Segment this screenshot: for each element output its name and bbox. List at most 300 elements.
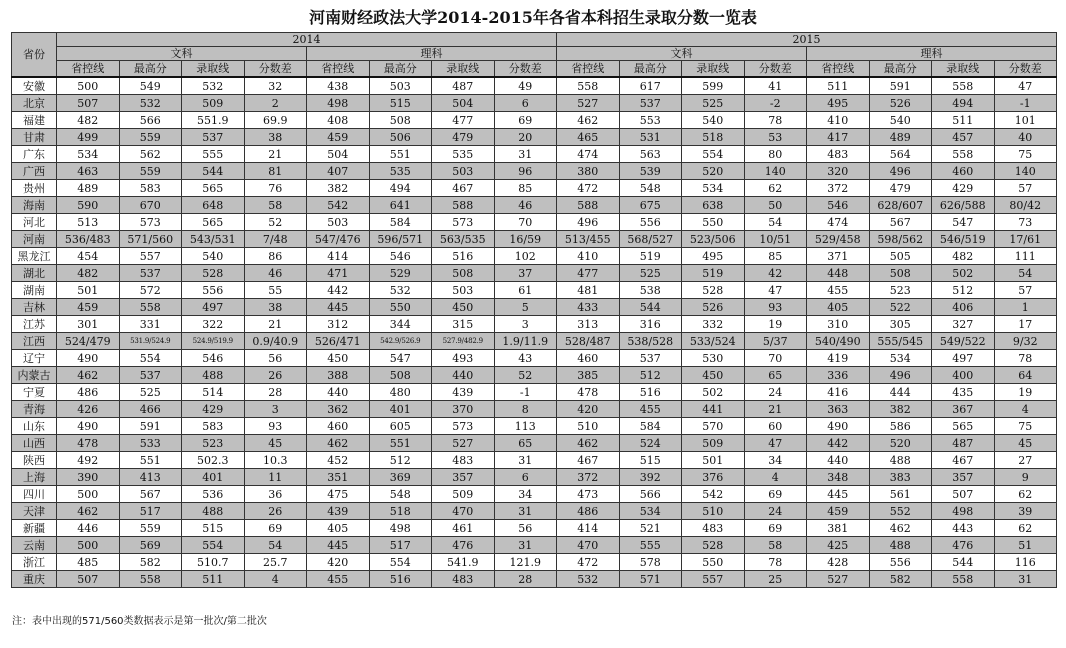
score-cell: 406 [932, 299, 995, 316]
score-cell: 549/522 [932, 333, 995, 350]
score-cell: 69.9 [244, 112, 307, 129]
table-row [12, 350, 1057, 367]
province-cell: 山西 [12, 435, 57, 452]
score-cell: 466 [119, 401, 182, 418]
score-cell: 555 [619, 537, 682, 554]
score-cell: 534 [682, 180, 745, 197]
score-cell: 504 [307, 146, 370, 163]
score-cell: 32 [244, 77, 307, 95]
score-cell: 513 [57, 214, 120, 231]
score-cell: 512 [369, 452, 432, 469]
score-cell: 500 [57, 77, 120, 95]
score-cell: 568/527 [619, 231, 682, 248]
score-cell: 372 [807, 180, 870, 197]
score-cell: 498 [932, 503, 995, 520]
table-row [12, 214, 1057, 231]
score-cell: 511 [932, 112, 995, 129]
score-cell: 140 [994, 163, 1057, 180]
score-cell: 533 [119, 435, 182, 452]
score-cell: 1 [994, 299, 1057, 316]
province-cell: 湖南 [12, 282, 57, 299]
score-cell: 316 [619, 316, 682, 333]
column-header: 录取线 [182, 61, 245, 78]
score-cell: 54 [244, 537, 307, 554]
score-cell: 413 [119, 469, 182, 486]
score-cell: 510 [557, 418, 620, 435]
score-cell: 567 [869, 214, 932, 231]
score-cell: 481 [557, 282, 620, 299]
score-cell: 559 [119, 129, 182, 146]
score-cell: 439 [432, 384, 495, 401]
score-cell: 504 [432, 95, 495, 112]
score-cell: 370 [432, 401, 495, 418]
province-cell: 宁夏 [12, 384, 57, 401]
score-cell: 510 [682, 503, 745, 520]
score-cell: 488 [869, 537, 932, 554]
score-cell: 36 [244, 486, 307, 503]
score-cell: 547 [369, 350, 432, 367]
province-cell: 江西 [12, 333, 57, 350]
score-cell: 382 [869, 401, 932, 418]
score-cell: 27 [994, 452, 1057, 469]
score-cell: 420 [557, 401, 620, 418]
score-cell: 547/476 [307, 231, 370, 248]
table-row [12, 503, 1057, 520]
score-cell: 558 [932, 77, 995, 95]
column-header: 分数差 [744, 61, 807, 78]
score-cell: 494 [932, 95, 995, 112]
score-cell: 440 [432, 367, 495, 384]
score-cell: 69 [494, 112, 557, 129]
score-cell: 3 [244, 401, 307, 418]
score-cell: 474 [557, 146, 620, 163]
score-cell: 535 [369, 163, 432, 180]
score-cell: 401 [369, 401, 432, 418]
score-cell: 526/471 [307, 333, 370, 350]
score-cell: 499 [57, 129, 120, 146]
score-cell: 565 [182, 214, 245, 231]
score-cell: 537 [619, 350, 682, 367]
score-cell: 70 [494, 214, 557, 231]
score-cell: 455 [619, 401, 682, 418]
score-cell: 371 [807, 248, 870, 265]
score-cell: 563/535 [432, 231, 495, 248]
table-row [12, 469, 1057, 486]
score-cell: 546 [807, 197, 870, 214]
score-cell: 113 [494, 418, 557, 435]
score-cell: 43 [494, 350, 557, 367]
score-cell: 445 [307, 299, 370, 316]
score-cell: 410 [557, 248, 620, 265]
score-cell: 455 [807, 282, 870, 299]
score-cell: 536/483 [57, 231, 120, 248]
score-cell: 474 [807, 214, 870, 231]
score-cell: 75 [994, 418, 1057, 435]
score-cell: 140 [744, 163, 807, 180]
score-cell: 444 [869, 384, 932, 401]
column-header: 最高分 [369, 61, 432, 78]
score-cell: 38 [244, 129, 307, 146]
score-cell: 507 [932, 486, 995, 503]
score-cell: 540 [182, 248, 245, 265]
score-cell: 9 [994, 469, 1057, 486]
score-cell: 19 [744, 316, 807, 333]
year-header-2014: 2014 [57, 33, 557, 47]
score-cell: 401 [182, 469, 245, 486]
score-cell: 465 [557, 129, 620, 146]
score-cell: 443 [932, 520, 995, 537]
score-cell: 529 [369, 265, 432, 282]
score-cell: 539 [619, 163, 682, 180]
score-cell: 516 [369, 571, 432, 588]
score-cell: 69 [244, 520, 307, 537]
score-cell: 523 [869, 282, 932, 299]
score-cell: 446 [57, 520, 120, 537]
column-header: 分数差 [494, 61, 557, 78]
score-cell: 467 [432, 180, 495, 197]
score-cell: 549 [119, 77, 182, 95]
score-cell: 670 [119, 197, 182, 214]
score-cell: 76 [244, 180, 307, 197]
score-cell: 531 [619, 129, 682, 146]
score-cell: 78 [744, 112, 807, 129]
score-cell: 483 [432, 571, 495, 588]
score-cell: 4 [244, 571, 307, 588]
score-cell: 372 [557, 469, 620, 486]
table-row [12, 452, 1057, 469]
score-cell: 485 [57, 554, 120, 571]
score-cell: 559 [119, 163, 182, 180]
score-cell: 363 [807, 401, 870, 418]
score-cell: 590 [57, 197, 120, 214]
score-cell: 69 [744, 486, 807, 503]
score-cell: 61 [494, 282, 557, 299]
score-cell: 116 [994, 554, 1057, 571]
score-cell: 598/562 [869, 231, 932, 248]
score-cell: 331 [119, 316, 182, 333]
score-cell: 380 [557, 163, 620, 180]
score-cell: 496 [869, 367, 932, 384]
score-cell: 522 [869, 299, 932, 316]
score-cell: 617 [619, 77, 682, 95]
province-cell: 天津 [12, 503, 57, 520]
score-cell: 496 [557, 214, 620, 231]
score-cell: 460 [557, 350, 620, 367]
score-cell: 488 [182, 503, 245, 520]
province-cell: 江苏 [12, 316, 57, 333]
score-cell: 80/42 [994, 197, 1057, 214]
score-cell: 121.9 [494, 554, 557, 571]
province-cell: 黑龙江 [12, 248, 57, 265]
province-cell: 湖北 [12, 265, 57, 282]
table-row [12, 248, 1057, 265]
score-cell: 550 [682, 214, 745, 231]
score-cell: 540 [869, 112, 932, 129]
province-cell: 海南 [12, 197, 57, 214]
province-cell: 甘肃 [12, 129, 57, 146]
score-cell: 477 [432, 112, 495, 129]
table-row [12, 418, 1057, 435]
score-cell: 527 [432, 435, 495, 452]
score-cell: 310 [807, 316, 870, 333]
score-cell: 524/479 [57, 333, 120, 350]
province-cell: 河南 [12, 231, 57, 248]
score-cell: 486 [57, 384, 120, 401]
score-cell: 582 [119, 554, 182, 571]
score-cell: 538/528 [619, 333, 682, 350]
score-cell: 486 [557, 503, 620, 520]
column-header: 省控线 [57, 61, 120, 78]
score-cell: 10/51 [744, 231, 807, 248]
score-cell: 442 [307, 282, 370, 299]
score-cell: 512 [619, 367, 682, 384]
score-cell: 428 [807, 554, 870, 571]
score-cell: 429 [182, 401, 245, 418]
score-cell: 448 [807, 265, 870, 282]
score-cell: 534 [619, 503, 682, 520]
column-header: 录取线 [932, 61, 995, 78]
score-cell: 34 [744, 452, 807, 469]
score-cell: 517 [369, 537, 432, 554]
score-cell: 508 [369, 367, 432, 384]
score-cell: 327 [932, 316, 995, 333]
score-cell: 96 [494, 163, 557, 180]
score-cell: 480 [369, 384, 432, 401]
score-cell: 561 [869, 486, 932, 503]
score-cell: 73 [994, 214, 1057, 231]
score-cell: 388 [307, 367, 370, 384]
score-cell: 503 [432, 282, 495, 299]
score-cell: 400 [932, 367, 995, 384]
table-row [12, 95, 1057, 112]
score-cell: 528 [682, 282, 745, 299]
score-cell: 426 [57, 401, 120, 418]
score-cell: 511 [807, 77, 870, 95]
score-cell: 462 [57, 367, 120, 384]
score-cell: 503 [369, 77, 432, 95]
province-cell: 河北 [12, 214, 57, 231]
score-cell: 534 [869, 350, 932, 367]
score-cell: 502 [932, 265, 995, 282]
score-cell: 320 [807, 163, 870, 180]
score-cell: 591 [869, 77, 932, 95]
score-cell: 322 [182, 316, 245, 333]
score-cell: 518 [682, 129, 745, 146]
score-cell: 383 [869, 469, 932, 486]
score-cell: 628/607 [869, 197, 932, 214]
score-table-container [11, 32, 1056, 588]
score-cell: 45 [994, 435, 1057, 452]
score-cell: 570 [682, 418, 745, 435]
score-cell: 438 [307, 77, 370, 95]
score-table [11, 32, 1057, 588]
score-cell: 6 [494, 469, 557, 486]
year-header-2015: 2015 [557, 33, 1057, 47]
table-row [12, 571, 1057, 588]
score-cell: 516 [432, 248, 495, 265]
score-cell: 26 [244, 367, 307, 384]
score-cell: 450 [432, 299, 495, 316]
score-cell: 425 [807, 537, 870, 554]
score-cell: 537 [119, 367, 182, 384]
score-cell: 515 [369, 95, 432, 112]
score-cell: 4 [744, 469, 807, 486]
score-cell: 546 [369, 248, 432, 265]
score-cell: 305 [869, 316, 932, 333]
score-cell: 508 [432, 265, 495, 282]
score-cell: 5 [494, 299, 557, 316]
score-cell: 450 [682, 367, 745, 384]
score-cell: 483 [432, 452, 495, 469]
score-cell: 558 [557, 77, 620, 95]
score-cell: 470 [432, 503, 495, 520]
score-cell: 62 [994, 486, 1057, 503]
table-row [12, 282, 1057, 299]
province-cell: 山东 [12, 418, 57, 435]
table-row [12, 180, 1057, 197]
score-cell: 540 [682, 112, 745, 129]
province-cell: 四川 [12, 486, 57, 503]
score-cell: 520 [682, 163, 745, 180]
score-cell: 75 [994, 146, 1057, 163]
score-cell: 65 [744, 367, 807, 384]
score-cell: 535 [432, 146, 495, 163]
score-cell: 532 [119, 95, 182, 112]
score-cell: 24 [744, 384, 807, 401]
score-cell: 551.9 [182, 112, 245, 129]
province-cell: 青海 [12, 401, 57, 418]
score-cell: 488 [869, 452, 932, 469]
score-cell: 502 [682, 384, 745, 401]
score-cell: 80 [744, 146, 807, 163]
score-cell: 558 [932, 146, 995, 163]
score-cell: 54 [744, 214, 807, 231]
score-cell: 488 [182, 367, 245, 384]
column-header: 省控线 [557, 61, 620, 78]
score-cell: 57 [994, 180, 1057, 197]
score-cell: 52 [244, 214, 307, 231]
score-cell: 16/59 [494, 231, 557, 248]
score-cell: 503 [307, 214, 370, 231]
score-cell: 405 [307, 520, 370, 537]
score-cell: 31 [994, 571, 1057, 588]
score-cell: 489 [57, 180, 120, 197]
column-header: 省控线 [307, 61, 370, 78]
score-cell: 93 [744, 299, 807, 316]
score-cell: 523 [182, 435, 245, 452]
score-cell: 537 [619, 95, 682, 112]
score-cell: 626/588 [932, 197, 995, 214]
score-cell: 544 [619, 299, 682, 316]
score-cell: 490 [807, 418, 870, 435]
score-cell: 382 [307, 180, 370, 197]
score-cell: 64 [994, 367, 1057, 384]
score-cell: 554 [369, 554, 432, 571]
score-cell: 517 [119, 503, 182, 520]
score-cell: 548 [619, 180, 682, 197]
subject-header-arts-2015: 文科 [557, 47, 807, 61]
score-cell: 566 [619, 486, 682, 503]
score-cell: 596/571 [369, 231, 432, 248]
subject-header-science-2015: 理科 [807, 47, 1057, 61]
score-cell: 463 [57, 163, 120, 180]
score-cell: 31 [494, 452, 557, 469]
page-title: 河南财经政法大学2014-2015年各省本科招生录取分数一览表 [309, 8, 757, 27]
score-cell: -2 [744, 95, 807, 112]
score-cell: 312 [307, 316, 370, 333]
score-cell: 518 [369, 503, 432, 520]
score-cell: 332 [682, 316, 745, 333]
province-cell: 陕西 [12, 452, 57, 469]
score-cell: 462 [557, 435, 620, 452]
score-cell: 445 [807, 486, 870, 503]
score-cell: 554 [119, 350, 182, 367]
score-cell: 445 [307, 537, 370, 554]
score-cell: 516 [619, 384, 682, 401]
score-cell: 28 [494, 571, 557, 588]
score-cell: 25 [744, 571, 807, 588]
score-cell: 8 [494, 401, 557, 418]
score-cell: 520 [869, 435, 932, 452]
score-cell: 558 [932, 571, 995, 588]
score-cell: 26 [244, 503, 307, 520]
score-cell: 675 [619, 197, 682, 214]
score-cell: 563 [619, 146, 682, 163]
score-cell: 588 [432, 197, 495, 214]
score-cell: 56 [244, 350, 307, 367]
score-cell: 419 [807, 350, 870, 367]
score-cell: 550 [369, 299, 432, 316]
score-cell: 527.9/482.9 [432, 333, 495, 350]
score-cell: 542 [307, 197, 370, 214]
score-cell: 527 [557, 95, 620, 112]
score-cell: 490 [57, 350, 120, 367]
score-cell: 532 [557, 571, 620, 588]
score-cell: 525 [119, 384, 182, 401]
table-row [12, 231, 1057, 248]
score-cell: 47 [994, 77, 1057, 95]
score-cell: 467 [932, 452, 995, 469]
score-cell: 47 [744, 435, 807, 452]
score-cell: 507 [57, 95, 120, 112]
score-cell: 41 [744, 77, 807, 95]
score-cell: 588 [557, 197, 620, 214]
score-cell: 498 [307, 95, 370, 112]
score-cell: 513/455 [557, 231, 620, 248]
score-cell: 40 [994, 129, 1057, 146]
score-cell: 56 [494, 520, 557, 537]
score-cell: 503 [432, 163, 495, 180]
score-cell: 9/32 [994, 333, 1057, 350]
score-cell: 544 [182, 163, 245, 180]
score-cell: 562 [119, 146, 182, 163]
score-cell: -1 [494, 384, 557, 401]
score-cell: 460 [932, 163, 995, 180]
score-cell: 435 [932, 384, 995, 401]
score-cell: 86 [244, 248, 307, 265]
score-cell: 532 [182, 77, 245, 95]
score-cell: 527 [807, 571, 870, 588]
column-header: 省控线 [807, 61, 870, 78]
score-cell: 85 [744, 248, 807, 265]
score-cell: 55 [244, 282, 307, 299]
score-cell: 381 [807, 520, 870, 537]
score-cell: 301 [57, 316, 120, 333]
score-cell: 476 [932, 537, 995, 554]
score-cell: 490 [57, 418, 120, 435]
score-cell: 478 [557, 384, 620, 401]
score-cell: 565 [932, 418, 995, 435]
